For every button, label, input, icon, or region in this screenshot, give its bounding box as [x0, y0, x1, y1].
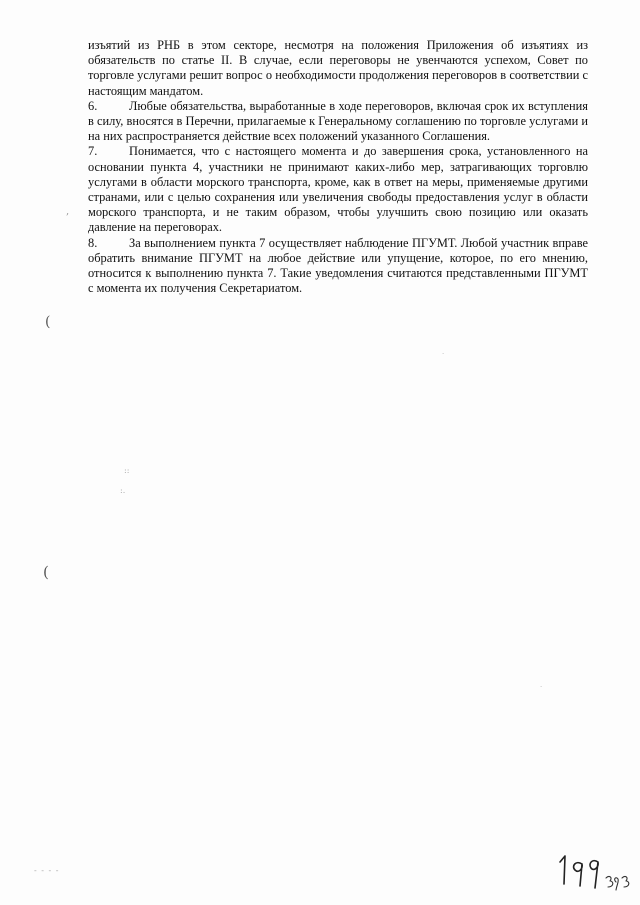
paragraph-7	[88, 144, 588, 235]
handwritten-number-drawing	[556, 848, 636, 898]
paragraph-continuation	[88, 38, 588, 99]
scan-artifact-speck: ·	[442, 350, 445, 358]
scan-artifact-mark: (	[43, 563, 49, 581]
document-body	[88, 38, 588, 296]
paragraph-number: 6.	[88, 98, 98, 113]
scan-artifact-speck: - - - -	[34, 866, 60, 875]
handwritten-page-number	[556, 848, 636, 898]
scan-artifact-speck: :.	[120, 486, 126, 495]
paragraph-text: Любые обязательства, выработанные в ходе переговоров, включая срок их вступления в силу, вносятся в Перечни, прилагаемые к Генеральному соглашению по торговле услугами и на них распространяется действие всех положений указанного Соглашения.	[88, 98, 588, 144]
paragraph-6	[88, 99, 588, 145]
scan-artifact-speck: ::	[124, 466, 130, 475]
paragraph-8	[88, 236, 588, 297]
paragraph-text: За выполнением пункта 7 осуществляет наблюдение ПГУМТ. Любой участник вправе обратить внимание ПГУМТ на любое действие или упущение, которое, по его мнению, относится к выполнению пункта 7. Такие уведомления считаются представленными ПГУМТ с момента их получения Секретариатом.	[88, 235, 588, 296]
paragraph-number: 8.	[88, 235, 98, 250]
scan-artifact-mark: (	[45, 314, 51, 330]
paragraph-text: Понимается, что с настоящего момента и до завершения срока, установленного на основании пункта 4, участники не принимают каких-либо мер, затрагивающих торговлю услугами в области морского транспорта, кроме, как в ответ на меры, применяемые другими странами, или с целью сохранения или увеличения свободы предоставления услуг в области морского транспорта, и не таким образом, чтобы улучшить свою позицию или оказать давление на переговорах.	[88, 144, 588, 235]
paragraph-number: 7.	[88, 144, 98, 159]
scan-artifact-speck: ·	[540, 683, 543, 691]
paragraph-text: изъятий из РНБ в этом секторе, несмотря на положения Приложения об изъятиях из обязательств по статье II. В случае, если переговоры не увенчаются успехом, Совет по торговле услугами решит вопрос о необходимости продолжения переговоров в соответствии с настоящим мандатом.	[88, 38, 588, 98]
scan-artifact-mark: ,	[66, 206, 70, 217]
